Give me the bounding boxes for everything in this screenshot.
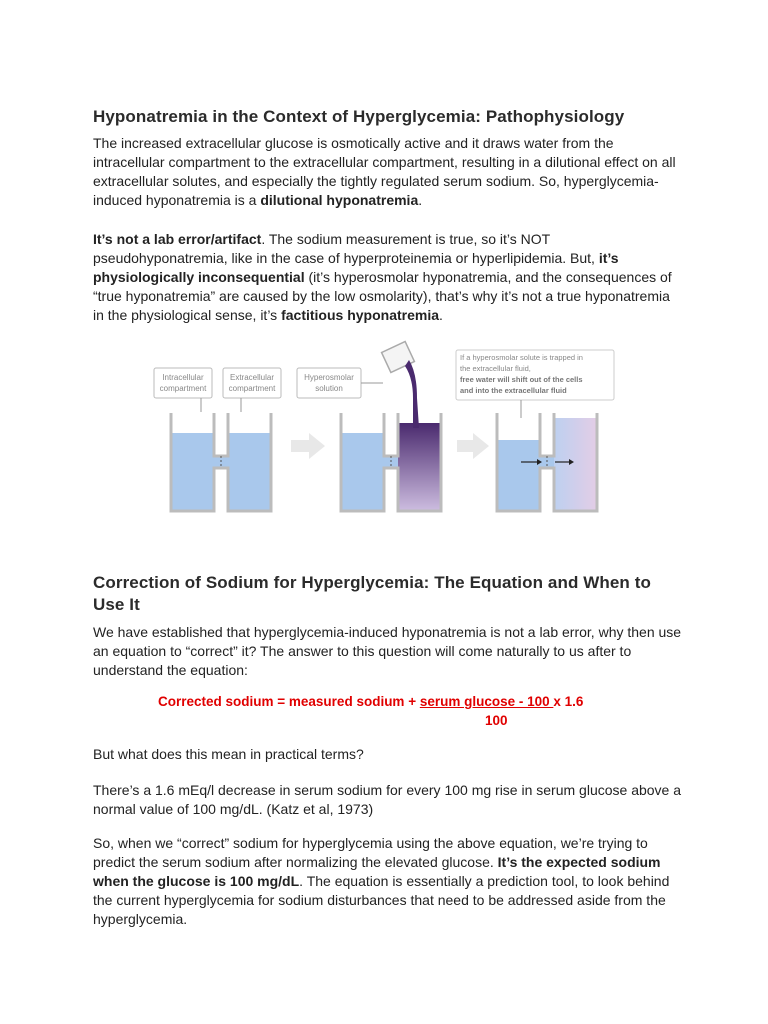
section-heading-correction: Correction of Sodium for Hyperglycemia: The Equation and When to Use It <box>93 573 651 614</box>
label-hyperosmolar <box>297 368 383 398</box>
label-intracellular <box>154 368 212 412</box>
equation-numerator: serum glucose - 100 <box>419 694 554 709</box>
svg-text:the extracellular fluid,: the extracellular fluid, <box>460 364 531 373</box>
p6-bold-expected-sodium: It’s the expected sodium when the glucose is 100 mg/dL <box>93 854 661 889</box>
vessel-equilibrium <box>171 413 271 511</box>
p1-end: . <box>418 192 423 208</box>
paragraph-prediction-tool <box>93 834 683 929</box>
svg-text:Intracellular: Intracellular <box>162 373 204 382</box>
p2-bold-inconsequential: it’s physiologically inconsequential <box>93 250 619 285</box>
svg-text:free water will shift out of t: free water will shift out of the cells <box>460 375 583 384</box>
note-free-water-shift <box>456 350 614 418</box>
equation-denominator: 100 <box>485 713 508 728</box>
svg-text:Extracellular: Extracellular <box>229 373 275 382</box>
sodium-correction-equation <box>158 692 678 730</box>
p6-text-b: . The equation is essentially a prediction tool, to look behind the current hyperglycemia for sodium disturbances that need to be addressed aside from the hyperglycemia. <box>93 873 670 927</box>
process-arrow-1 <box>291 433 325 459</box>
paragraph-practical-terms: But what does this mean in practical terms? <box>93 746 364 762</box>
beaker-pouring-icon <box>382 342 419 428</box>
process-arrow-2 <box>457 433 489 459</box>
equation-suffix: x 1.6 <box>553 694 584 709</box>
vessel-solute-added <box>341 413 441 511</box>
p2-text-a: . The sodium measurement is true, so it’s NOT pseudohyponatremia, like in the case of hyperproteinemia or hyperlipidemia. But, <box>93 231 599 266</box>
svg-text:solution: solution <box>315 384 343 393</box>
svg-text:compartment: compartment <box>159 384 207 393</box>
p1-text: The increased extracellular glucose is osmotically active and it draws water from the intracellular compartment to the extracellular compartment, resulting in a dilutional effect on all extracellular solutes, and especially the tightly regulated serum sodium. So, hyperglycemia-induced hyponatremia is a <box>93 135 676 208</box>
svg-text:and into the extracellular flu: and into the extracellular fluid <box>460 386 567 395</box>
label-extracellular <box>223 368 281 412</box>
svg-text:Hyperosmolar: Hyperosmolar <box>304 373 354 382</box>
paragraph-not-lab-error <box>93 230 683 325</box>
p1-bold-dilutional: dilutional hyponatremia <box>260 192 419 208</box>
svg-text:compartment: compartment <box>228 384 276 393</box>
svg-text:If a hyperosmolar solute is tr: If a hyperosmolar solute is trapped in <box>460 353 583 362</box>
p2-text-b: (it’s hyperosmolar hyponatremia, and the consequences of “true hyponatremia” are caused by the low osmolarity), that’s why it’s not a true hyponatremia in the physiological sense, it’s <box>93 269 672 323</box>
paragraph-why-equation: We have established that hyperglycemia-induced hyponatremia is not a lab error, why then use an equation to “correct” it? The answer to this question will come naturally to us after to understand the equation: <box>93 624 682 678</box>
paragraph-dilutional <box>93 134 683 210</box>
paragraph-katz-rate: There’s a 1.6 mEq/l decrease in serum sodium for every 100 mg rise in serum glucose above a normal value of 100 mg/dL. (Katz et al, 1973) <box>93 782 682 817</box>
vessel-water-shifted <box>497 413 597 511</box>
section-heading-pathophysiology: Hyponatremia in the Context of Hyperglycemia: Pathophysiology <box>93 107 625 126</box>
equation-prefix: Corrected sodium = measured sodium + <box>158 694 420 709</box>
p2-bold-lab-error: It’s not a lab error/artifact <box>93 231 262 247</box>
p2-bold-factitious: factitious hyponatremia <box>281 307 439 323</box>
p6-text-a: So, when we “correct” sodium for hyperglycemia using the above equation, we’re trying to predict the serum sodium after normalizing the elevated glucose. <box>93 835 648 870</box>
p2-end: . <box>439 307 443 323</box>
osmosis-diagram <box>151 338 621 514</box>
